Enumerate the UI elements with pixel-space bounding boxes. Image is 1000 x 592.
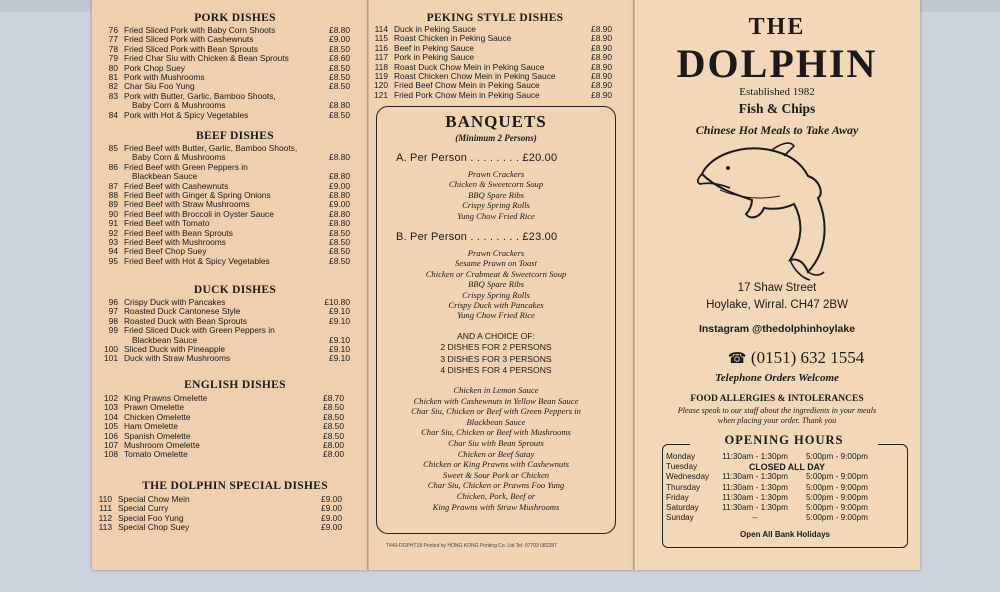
menu-item-name: Roasted Duck with Bean Sprouts [124, 315, 247, 326]
brand-name: DOLPHIN [676, 41, 878, 86]
menu-item-number: 118 [374, 61, 388, 72]
choice-dish: Char Siu, Chicken or Beef with Green Peppers in [411, 406, 581, 417]
menu-item-name: Crispy Duck with Pancakes [124, 297, 226, 307]
menu-item-name: Fried Sliced Pork with Bean Sprouts [124, 43, 259, 54]
hours-evening: 5:00pm - 9:00pm [806, 503, 868, 512]
menu-item-price: £8.90 [591, 33, 612, 44]
hours-day: Thursday [666, 482, 701, 492]
chinese-meals-line: Chinese Hot Meals to Take Away [695, 123, 859, 137]
allergy-text-1: Please speak to our staff about the ingredients in your meals [677, 406, 877, 415]
hours-lunch: 11:30am - 1:30pm [722, 503, 788, 512]
choice-dish: Char Siu, Chicken or Beef with Mushrooms [421, 427, 571, 438]
menu-item-number: 103 [104, 402, 118, 413]
menu-item-number: 102 [104, 393, 118, 403]
address-line-2: Hoylake, Wirral. CH47 2BW [706, 299, 848, 311]
menu-item-number: 90 [108, 208, 118, 219]
menu-item-number: 82 [108, 81, 118, 92]
menu-item-number: 119 [374, 71, 388, 81]
menu-item-number: 107 [104, 440, 118, 450]
menu-item-price: £8.80 [329, 100, 350, 111]
menu-item-number: 99 [108, 325, 118, 336]
address-line-1: 17 Shaw Street [737, 282, 817, 294]
menu-item-number: 114 [374, 24, 388, 34]
menu-item [102, 353, 350, 363]
dolphin-logo [690, 142, 840, 282]
choice-line: 2 DISHES FOR 2 PERSONS [440, 342, 552, 353]
menu-item-name: Special Chop Suey [118, 522, 190, 533]
menu-item-name: Pork with Butter, Garlic, Bamboo Shoots, [124, 90, 276, 101]
menu-item-number: 100 [104, 344, 118, 354]
hours-evening: 5:00pm - 9:00pm [806, 472, 868, 482]
menu-item-number: 108 [104, 449, 118, 460]
choice-dish: Chicken or Beef Satay [457, 448, 535, 459]
menu-item-name: Fried Beef with Tomato [124, 218, 210, 229]
menu-item-name: Fried Beef with Bean Sprouts [124, 227, 233, 238]
menu-item [102, 256, 350, 266]
menu-item-name-continued: Blackbean Sauce [132, 171, 198, 182]
menu-item-name: Special Curry [118, 503, 169, 514]
menu-item-number: 85 [108, 143, 118, 153]
choice-dish: Sweet & Sour Pork or Chicken [442, 469, 550, 480]
choice-dish: Char Siu, Chicken or Prawns Foo Yung [427, 480, 565, 491]
menu-item-number: 77 [108, 34, 118, 45]
menu-item-number: 116 [374, 42, 388, 53]
hours-lunch: 11:30am - 1:30pm [722, 492, 788, 502]
menu-item-price: £8.60 [329, 53, 350, 64]
menu-item-name: Roasted Duck Cantonese Style [124, 306, 241, 317]
menu-item-price: £9.00 [321, 494, 342, 504]
menu-item-name: Beef in Peking Sauce [394, 42, 475, 53]
menu-item-name: Fried Beef with Ginger & Spring Onions [124, 190, 271, 200]
hours-lunch: 11:30am - 1:30pm [722, 452, 788, 461]
special-dishes-title: THE DOLPHIN SPECIAL DISHES [142, 480, 328, 492]
fold-line [367, 0, 369, 570]
phone-number[interactable]: (0151) 632 1554 [750, 348, 865, 367]
menu-item-number: 101 [104, 353, 118, 364]
fish-chips-line: Fish & Chips [738, 101, 816, 116]
menu-item-name: Fried Beef with Cashewnuts [124, 180, 229, 191]
banquet-item: BBQ Spare Ribs [467, 279, 524, 290]
menu-item-number: 110 [98, 494, 112, 504]
menu-item-number: 83 [108, 90, 118, 101]
menu-item-price: £8.80 [329, 171, 350, 182]
menu-item-name: Fried Beef with Mushrooms [124, 237, 226, 247]
menu-item-price: £8.50 [329, 237, 350, 247]
menu-item-price: £8.50 [323, 402, 344, 413]
choice-dish: Chicken or King Prawns with Cashewnuts [423, 459, 569, 470]
peking-dishes-title: PEKING STYLE DISHES [426, 12, 564, 24]
brand-the: THE [748, 14, 806, 40]
menu-item-price: £8.90 [591, 52, 612, 63]
bank-holidays-note: Open All Bank Holidays [740, 530, 830, 539]
menu-item-price: £9.10 [329, 306, 350, 317]
banquet-item: Prawn Crackers [467, 169, 525, 179]
choice-line: AND A CHOICE OF: [457, 331, 535, 341]
menu-item-price: £8.50 [329, 62, 350, 73]
instagram-handle[interactable]: Instagram @thedolphinhoylake [698, 323, 856, 335]
banquet-item: Crispy Spring Rolls [462, 200, 530, 211]
menu-item-number: 95 [108, 255, 118, 266]
menu-item [102, 110, 350, 120]
menu-item-number: 86 [108, 161, 118, 172]
hours-lunch: -- [752, 513, 758, 523]
menu-item-name: Ham Omelette [124, 421, 178, 432]
menu-item-price: £9.10 [329, 344, 350, 354]
choice-dish: Char Siu with Bean Sprouts [448, 438, 544, 448]
menu-item-number: 76 [108, 25, 118, 35]
printed-by-note: T440-DOPHT18 Printed by HONG KONG Printing Co. Ltd Tel: 07703 082287 [386, 543, 557, 549]
menu-item-price: £8.90 [591, 24, 612, 34]
choice-dish: Chicken with Cashewnuts in Yellow Bean Sauce [413, 395, 579, 406]
menu-item-price: £8.90 [591, 71, 612, 81]
choice-dish: Chicken in Lemon Sauce [453, 385, 539, 395]
menu-item-price: £8.00 [323, 449, 344, 460]
banquet-item: Prawn Crackers [467, 248, 525, 258]
menu-item-name-continued: Baby Corn & Mushrooms [132, 100, 226, 111]
menu-item [102, 449, 344, 459]
menu-item-number: 105 [104, 421, 118, 432]
menu-item-number: 89 [108, 199, 118, 210]
menu-item-number: 106 [104, 430, 118, 441]
menu-item-price: £8.50 [329, 227, 350, 238]
hours-lunch: 11:30am - 1:30pm [722, 472, 788, 482]
menu-item-price: £9.00 [321, 512, 342, 523]
menu-item-name: Special Chow Mein [118, 494, 190, 504]
menu-item-name: Sliced Duck with Pineapple [124, 344, 226, 354]
menu-item-name: Fried Sliced Duck with Green Peppers in [124, 325, 275, 336]
menu-item-price: £9.00 [321, 503, 342, 514]
menu-item-price: £8.80 [329, 218, 350, 229]
menu-item-number: 93 [108, 237, 118, 247]
banquet-item: Sesame Prawn on Toast [454, 258, 538, 269]
menu-item-name: King Prawns Omelette [124, 393, 208, 403]
menu-item-price: £8.80 [329, 152, 350, 163]
allergy-text-2: when placing your order. Thank you [717, 416, 837, 425]
hours-closed: CLOSED ALL DAY [749, 462, 825, 473]
menu-item-name: Pork with Hot & Spicy Vegetables [124, 109, 249, 120]
banquet-item: Yung Chow Fried Rice [457, 210, 535, 221]
menu-item-price: £8.50 [329, 246, 350, 257]
hours-day: Saturday [666, 503, 699, 512]
menu-item-number: 91 [108, 218, 118, 229]
menu-item-number: 117 [374, 52, 388, 63]
menu-item-name-continued: Blackbean Sauce [132, 334, 198, 345]
menu-item-number: 120 [374, 80, 388, 91]
menu-item-price: £8.50 [323, 411, 344, 422]
duck-dishes-title: DUCK DISHES [193, 284, 277, 296]
choice-dish: Blackbean Sauce [466, 416, 526, 427]
menu-item-price: £9.00 [329, 180, 350, 191]
menu-item-price: £8.50 [323, 421, 344, 432]
menu-item-number: 87 [108, 180, 118, 191]
menu-item [372, 90, 612, 100]
banquet-item: BBQ Spare Ribs [467, 189, 524, 200]
menu-item-name: Tomato Omelette [124, 449, 188, 460]
choice-dish: Chicken, Pork, Beef or [456, 491, 536, 501]
menu-item-number: 115 [374, 33, 388, 44]
menu-item-price: £8.90 [591, 61, 612, 72]
menu-item-name: Pork in Peking Sauce [394, 52, 475, 63]
menu-item-price: £8.50 [329, 72, 350, 82]
menu-item-number: 78 [108, 43, 118, 54]
menu-item-name: Roast Chicken in Peking Sauce [394, 33, 512, 44]
menu-item-number: 84 [108, 109, 118, 120]
menu-item-name: Chicken Omelette [124, 411, 191, 422]
menu-item-price: £8.50 [323, 430, 344, 441]
menu-item-name: Prawn Omelette [124, 402, 185, 413]
menu-item-price: £8.50 [329, 255, 350, 266]
menu-item-price: £8.80 [329, 208, 350, 219]
choice-line: 3 DISHES FOR 3 PERSONS [440, 353, 552, 364]
menu-item-price: £8.80 [329, 190, 350, 200]
menu-item-price: £8.90 [591, 80, 612, 91]
english-dishes-title: ENGLISH DISHES [184, 379, 286, 391]
menu-item-name: Fried Beef with Green Peppers in [124, 161, 248, 172]
phone-block[interactable] [686, 348, 906, 368]
menu-item-name: Roast Duck Chow Mein in Peking Sauce [394, 61, 545, 72]
menu-item-name: Fried Char Siu with Chicken & Bean Sprouts [124, 53, 289, 64]
allergy-title: FOOD ALLERGIES & INTOLERANCES [690, 394, 864, 404]
hours-day: Monday [666, 452, 696, 461]
hours-evening: 5:00pm - 9:00pm [806, 452, 868, 461]
opening-hours-title: OPENING HOURS [690, 433, 878, 448]
hours-day: Wednesday [666, 472, 710, 482]
menu-item-name: Duck in Peking Sauce [394, 24, 476, 34]
hours-day: Sunday [666, 513, 694, 523]
menu-item-number: 121 [374, 89, 388, 100]
menu-item-number: 96 [108, 297, 118, 307]
phone-note: Telephone Orders Welcome [715, 372, 839, 384]
menu-item-number: 92 [108, 227, 118, 238]
banquet-item: Chicken & Sweetcorn Soup [448, 179, 544, 190]
banquet-item: Yung Chow Fried Rice [457, 310, 535, 321]
menu-item-price: £8.50 [329, 109, 350, 120]
menu-item-price: £8.50 [329, 81, 350, 92]
menu-item-number: 112 [98, 512, 112, 523]
menu-item-number: 111 [99, 503, 112, 514]
menu-item-price: £8.00 [323, 440, 344, 450]
hours-day: Tuesday [666, 462, 698, 472]
established-line: Established 1982 [739, 86, 815, 98]
banquets-title: BANQUETS [445, 112, 547, 131]
banquet-item: Crispy Duck with Pancakes [448, 300, 544, 310]
menu-item-name: Special Foo Yung [118, 512, 184, 523]
banquet-option-b: B. Per Person . . . . . . . . £23.00 [396, 231, 558, 243]
hours-evening: 5:00pm - 9:00pm [806, 482, 868, 492]
menu-item-name: Fried Pork Chow Mein in Peking Sauce [394, 89, 540, 100]
banquet-item: Crispy Spring Rolls [462, 289, 530, 300]
menu-item-name-continued: Baby Corn & Mushrooms [132, 152, 226, 163]
menu-item-price: £9.00 [321, 522, 342, 533]
choice-dish: King Prawns with Straw Mushrooms [432, 501, 560, 512]
menu-item-number: 104 [104, 411, 118, 422]
menu-item-name: Fried Beef Chop Suey [124, 246, 207, 257]
menu-item-price: £8.50 [329, 43, 350, 54]
menu-item-number: 88 [108, 190, 118, 200]
beef-dishes-title: BEEF DISHES [196, 130, 274, 142]
banquets-subtitle: (Minimum 2 Persons) [455, 133, 537, 143]
pork-dishes-title: PORK DISHES [194, 12, 276, 24]
hours-evening: 5:00pm - 9:00pm [806, 513, 868, 523]
menu-item-price: £9.00 [329, 199, 350, 210]
hours-evening: 5:00pm - 9:00pm [806, 492, 868, 502]
menu-item-number: 113 [98, 522, 112, 533]
menu-item-name: Fried Beef with Broccoli in Oyster Sauce [124, 208, 274, 219]
menu-item-price: £9.10 [329, 353, 350, 364]
menu-item-name: Fried Beef Chow Mein in Peking Sauce [394, 80, 540, 91]
banquet-option-a: A. Per Person . . . . . . . . £20.00 [396, 152, 558, 164]
menu-item-number: 79 [108, 53, 118, 64]
hours-day: Friday [666, 492, 689, 502]
menu-item-name: Mushroom Omelette [124, 440, 200, 450]
menu-item-name: Fried Beef with Hot & Spicy Vegetables [124, 255, 270, 266]
menu-item-number: 97 [108, 306, 118, 317]
menu-item-price: £8.70 [323, 393, 344, 403]
menu-item-name: Pork with Mushrooms [124, 72, 205, 82]
menu-item-price: £8.90 [591, 89, 612, 100]
menu-item-number: 94 [108, 246, 118, 257]
choice-line: 4 DISHES FOR 4 PERSONS [440, 365, 552, 376]
menu-item-name: Duck with Straw Mushrooms [124, 353, 231, 364]
menu-item-price: £9.00 [329, 34, 350, 45]
menu-item-price: £8.90 [591, 42, 612, 53]
menu-item-price: £9.10 [329, 315, 350, 326]
menu-item [96, 522, 342, 532]
menu-item-number: 98 [108, 315, 118, 326]
menu-item-price: £8.80 [329, 25, 350, 35]
menu-item-name: Pork Chop Suey [124, 62, 185, 73]
menu-item-price: £9.10 [329, 334, 350, 345]
menu-item-name: Fried Beef with Straw Mushrooms [124, 199, 250, 210]
menu-item-name: Fried Sliced Pork with Cashewnuts [124, 34, 254, 45]
menu-item-name: Spanish Omelette [124, 430, 191, 441]
banquet-item: Chicken or Crabmeat & Sweetcorn Soup [425, 268, 567, 279]
menu-item-name: Fried Sliced Pork with Baby Corn Shoots [124, 25, 276, 35]
hours-lunch: 11:30am - 1:30pm [722, 482, 788, 492]
menu-item-price: £10.80 [324, 297, 350, 307]
menu-item-name: Fried Beef with Butter, Garlic, Bamboo Shoots, [124, 143, 298, 153]
menu-item-number: 81 [108, 72, 118, 82]
menu-item-number: 80 [108, 62, 118, 73]
menu-item-name: Roast Chicken Chow Mein in Peking Sauce [394, 71, 556, 81]
telephone-icon: ☎ [727, 350, 747, 367]
menu-item-name: Char Siu Foo Yung [124, 81, 195, 92]
